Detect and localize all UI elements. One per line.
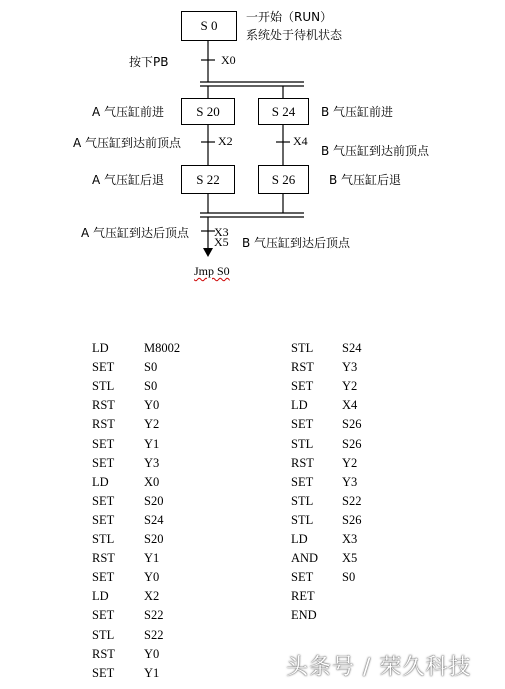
right-instruction-op: END — [291, 608, 317, 623]
left-instruction-op: LD — [92, 589, 109, 604]
left-instruction-operand: M8002 — [144, 341, 181, 355]
note-a-forward: A 气压缸前进 — [92, 105, 165, 119]
transition-x0: X0 — [221, 53, 236, 67]
right-instruction-op: STL — [291, 436, 314, 451]
left-instruction-op: RST — [92, 646, 115, 661]
note-a-back-top: A 气压缸到达后顶点 — [81, 226, 190, 240]
right-instruction-operand: X3 — [342, 532, 358, 546]
right-instruction-operand: Y3 — [342, 360, 358, 375]
left-instruction-operand: Y1 — [144, 665, 160, 680]
left-instruction-operand: S0 — [144, 360, 158, 375]
left-instruction-op: LD — [92, 341, 109, 355]
state-s0: S 0 — [181, 11, 237, 41]
right-instruction-op: SET — [291, 570, 314, 585]
left-instruction-op: SET — [92, 512, 115, 527]
right-instruction-operand: X4 — [342, 398, 358, 413]
transition-x3: X3 — [214, 225, 229, 239]
left-instruction-op: RST — [92, 551, 115, 566]
transition-x2: X2 — [218, 134, 233, 148]
right-instruction-op: LD — [291, 398, 308, 413]
transition-x5: X5 — [214, 235, 229, 249]
left-instruction-op: RST — [92, 417, 115, 432]
left-instruction-op: STL — [92, 627, 115, 642]
note-start-line1: 一开始（RUN） — [246, 10, 333, 24]
right-instruction-operand: S26 — [342, 417, 362, 432]
left-instruction-operand: X2 — [144, 589, 160, 604]
left-instruction-op: STL — [92, 379, 115, 394]
right-instruction-operand: Y2 — [342, 379, 358, 394]
left-instruction-op: SET — [92, 570, 115, 585]
note-b-back: B 气压缸后退 — [329, 173, 402, 187]
note-start-line2: 系统处于待机状态 — [246, 28, 343, 42]
left-instruction-operand: S20 — [144, 532, 164, 546]
right-instruction-operand: S26 — [342, 436, 362, 451]
right-instruction-op: SET — [291, 474, 314, 489]
right-instruction-operand: S24 — [342, 341, 362, 355]
note-b-forward: B 气压缸前进 — [321, 105, 394, 119]
left-instruction-op: SET — [92, 608, 115, 623]
note-press-pb: 按下PB — [129, 55, 169, 69]
note-a-front-top: A 气压缸到达前顶点 — [73, 136, 182, 150]
left-instruction-op: SET — [92, 493, 115, 508]
left-instruction-operand: S0 — [144, 379, 158, 394]
state-s26: S 26 — [258, 165, 309, 194]
jump-label: Jmp S0 — [194, 264, 230, 278]
left-instruction-op: SET — [92, 360, 115, 375]
left-instruction-operand: Y0 — [144, 398, 160, 413]
right-instruction-operand: X5 — [342, 551, 358, 566]
left-instruction-operand: S20 — [144, 493, 164, 508]
left-instruction-op: STL — [92, 532, 115, 546]
right-instruction-op: AND — [291, 551, 319, 566]
watermark: 头条号 / 荣久科技 — [286, 655, 472, 680]
state-s22: S 22 — [181, 165, 235, 194]
left-instruction-operand: Y1 — [144, 436, 160, 451]
right-instruction-op: STL — [291, 493, 314, 508]
left-instruction-operand: X0 — [144, 474, 160, 489]
jump-arrow — [203, 248, 213, 257]
right-instruction-op: STL — [291, 512, 314, 527]
left-instruction-operand: S22 — [144, 608, 164, 623]
right-instruction-op: RST — [291, 360, 314, 375]
left-instruction-operand: S22 — [144, 627, 164, 642]
transition-x4: X4 — [293, 134, 308, 148]
right-instruction-op: STL — [291, 341, 314, 355]
note-b-back-top: B 气压缸到达后顶点 — [242, 236, 351, 250]
left-instruction-op: RST — [92, 398, 115, 413]
left-instruction-operand: S24 — [144, 512, 164, 527]
left-instruction-operand: Y0 — [144, 570, 160, 585]
left-instruction-op: LD — [92, 474, 109, 489]
left-instruction-operand: Y0 — [144, 646, 160, 661]
right-instruction-operand: S26 — [342, 512, 362, 527]
right-instruction-op: SET — [291, 379, 314, 394]
right-instruction-op: RET — [291, 589, 315, 604]
right-instruction-op: SET — [291, 417, 314, 432]
left-instruction-operand: Y3 — [144, 455, 160, 470]
right-instruction-operand: S22 — [342, 493, 362, 508]
state-s24: S 24 — [258, 98, 309, 125]
left-instruction-op: SET — [92, 436, 115, 451]
right-instruction-op: RST — [291, 455, 314, 470]
state-s20: S 20 — [181, 98, 235, 125]
left-instruction-op: SET — [92, 665, 115, 680]
note-b-front-top: B 气压缸到达前顶点 — [321, 144, 430, 158]
left-instruction-operand: Y2 — [144, 417, 160, 432]
left-instruction-operand: Y1 — [144, 551, 160, 566]
right-instruction-operand: S0 — [342, 570, 356, 585]
right-instruction-operand: Y3 — [342, 474, 358, 489]
note-a-back: A 气压缸后退 — [92, 173, 165, 187]
right-instruction-op: LD — [291, 532, 308, 546]
left-instruction-op: SET — [92, 455, 115, 470]
right-instruction-operand: Y2 — [342, 455, 358, 470]
